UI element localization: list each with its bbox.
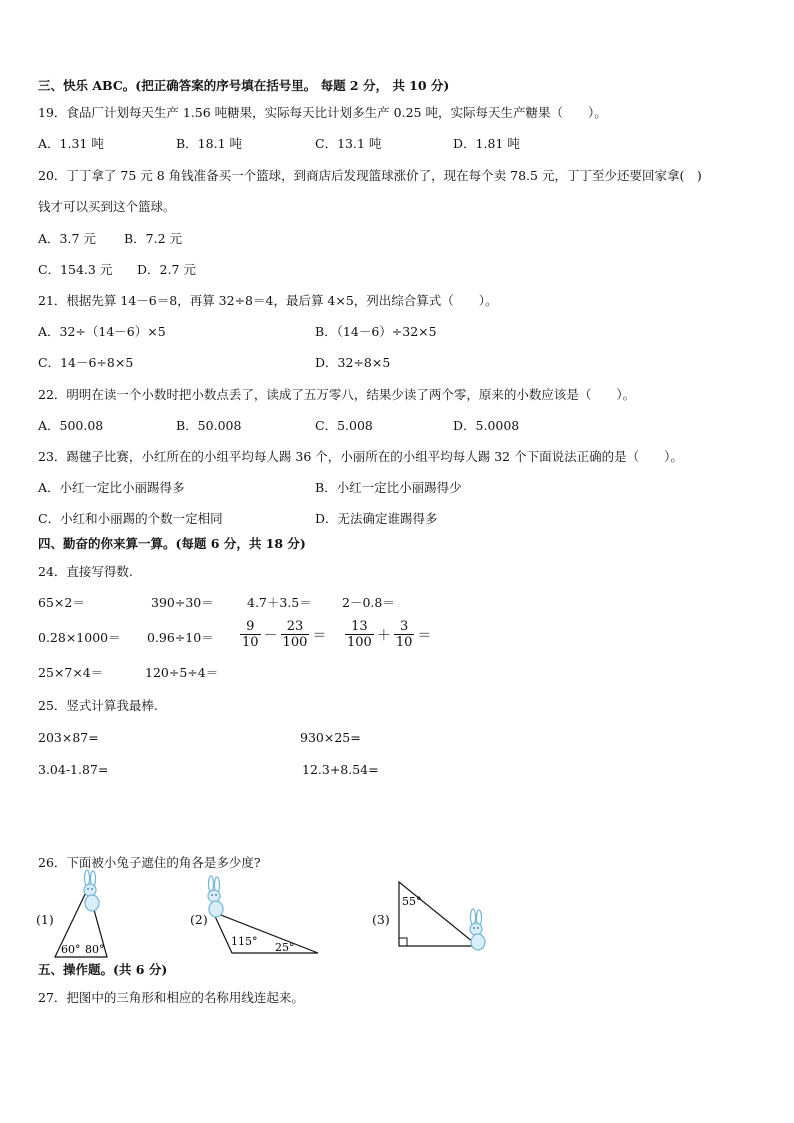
fraction: $\frac{23}{100}$ [282,619,308,650]
triangle-figure-1 [55,888,107,957]
q25-item: 12.3+8.54= [302,762,379,777]
q24-text: 24．直接写得数. [38,564,133,579]
q20-text-line1: 20．丁丁拿了 75 元 8 角钱准备买一个篮球，到商店后发现篮球涨价了，现在每个卖 78.5 元，丁丁至少还要回家拿( ) [38,168,702,183]
q24-item: 120÷5÷4＝ [145,665,219,680]
q24-item: 390÷30＝ [151,595,214,610]
figure3-label: (3) [372,912,390,927]
fraction: $\frac{13}{100}$ [347,619,372,650]
rabbit-icon [470,909,485,950]
angle-label-80: 80° [85,943,105,956]
q23-option-d[interactable]: D．无法确定谁踢得多 [315,511,438,526]
q24-item: 0.96÷10＝ [147,630,214,645]
q24-item: 65×2＝ [38,595,85,610]
q22-option-b[interactable]: B．50.008 [176,418,242,433]
q22-text: 22．明明在读一个小数时把小数点丢了，读成了五万零八，结果少读了两个零，原来的小数应该是（ ）。 [38,387,636,402]
triangle-2-outline [213,912,318,953]
rabbit-icon [208,876,223,917]
section5-title: 五、操作题。(共 6 分) [38,962,168,977]
figure1-label: (1) [36,912,54,927]
fraction: $\frac{3}{10}$ [395,619,413,650]
q24-fraction-expression-1: $\frac{9}{10}$ － $\frac{23}{100}$ ＝ [242,619,327,650]
angle-label-60: 60° [61,943,81,956]
q23-option-a[interactable]: A．小红一定比小丽踢得多 [38,480,185,495]
q19-option-a[interactable]: A．1.31 吨 [38,136,104,151]
q19-option-c[interactable]: C．13.1 吨 [315,136,382,151]
q23-option-c[interactable]: C．小红和小丽踢的个数一定相同 [38,511,223,526]
q20-option-b[interactable]: B．7.2 元 [124,231,183,246]
section4-title: 四、勤奋的你来算一算。(每题 6 分，共 18 分) [38,536,306,551]
q20-text-line2: 钱才可以买到这个篮球。 [38,199,176,214]
q24-item: 0.28×1000＝ [38,630,121,645]
triangle-figure-3 [399,882,478,946]
triangle-3-outline [399,882,478,946]
q22-option-c[interactable]: C．5.008 [315,418,373,433]
q20-option-c[interactable]: C．154.3 元 [38,262,113,277]
figure2-label: (2) [190,912,208,927]
q21-option-c[interactable]: C．14－6÷8×5 [38,355,134,370]
q19-option-d[interactable]: D．1.81 吨 [453,136,520,151]
q24-item: 2－0.8＝ [342,595,395,610]
rabbit-icon [84,870,99,911]
q26-text: 26．下面被小兔子遮住的角各是多少度? [38,855,261,870]
q19-text: 19．食品厂计划每天生产 1.56 吨糖果，实际每天比计划多生产 0.25 吨，实际每天生产糖果（ ）。 [38,105,607,120]
q25-item: 203×87= [38,730,99,745]
q19-option-b[interactable]: B．18.1 吨 [176,136,242,151]
q22-option-d[interactable]: D．5.0008 [453,418,520,433]
angle-label-55: 55° [402,895,422,908]
q22-option-a[interactable]: A．500.08 [38,418,104,433]
triangle-1-outline [55,888,107,957]
q20-option-a[interactable]: A．3.7 元 [38,231,96,246]
triangle-figure-2 [213,912,318,954]
q27-text: 27．把图中的三角形和相应的名称用线连起来。 [38,990,304,1005]
q21-text: 21．根据先算 14－6＝8，再算 32÷8＝4，最后算 4×5，列出综合算式（ ）。 [38,293,498,308]
q20-option-d[interactable]: D．2.7 元 [137,262,196,277]
q24-fraction-expression-2: $\frac{13}{100}$ ＋ $\frac{3}{10}$ ＝ [347,619,432,650]
q21-option-b[interactable]: B．（14－6）÷32×5 [315,324,437,339]
q23-option-b[interactable]: B．小红一定比小丽踢得少 [315,480,462,495]
q25-item: 3.04-1.87= [38,762,109,777]
q24-item: 25×7×4＝ [38,665,104,680]
q25-item: 930×25= [300,730,361,745]
q24-item: 4.7＋3.5＝ [247,595,312,610]
q25-text: 25．竖式计算我最棒. [38,698,158,713]
fraction: $\frac{9}{10}$ [242,619,259,650]
section3-title: 三、快乐 ABC。(把正确答案的序号填在括号里。 每题 2 分， 共 10 分) [38,78,450,93]
right-angle-mark [399,938,407,946]
angle-label-25: 25° [275,941,295,954]
q21-option-a[interactable]: A．32÷（14－6）×5 [38,324,166,339]
q21-option-d[interactable]: D．32÷8×5 [315,355,391,370]
q23-text: 23．踢毽子比赛，小红所在的小组平均每人踢 36 个，小丽所在的小组平均每人踢 32 个下面说法正确的是（ ）。 [38,449,683,464]
angle-label-115: 115° [231,935,258,948]
